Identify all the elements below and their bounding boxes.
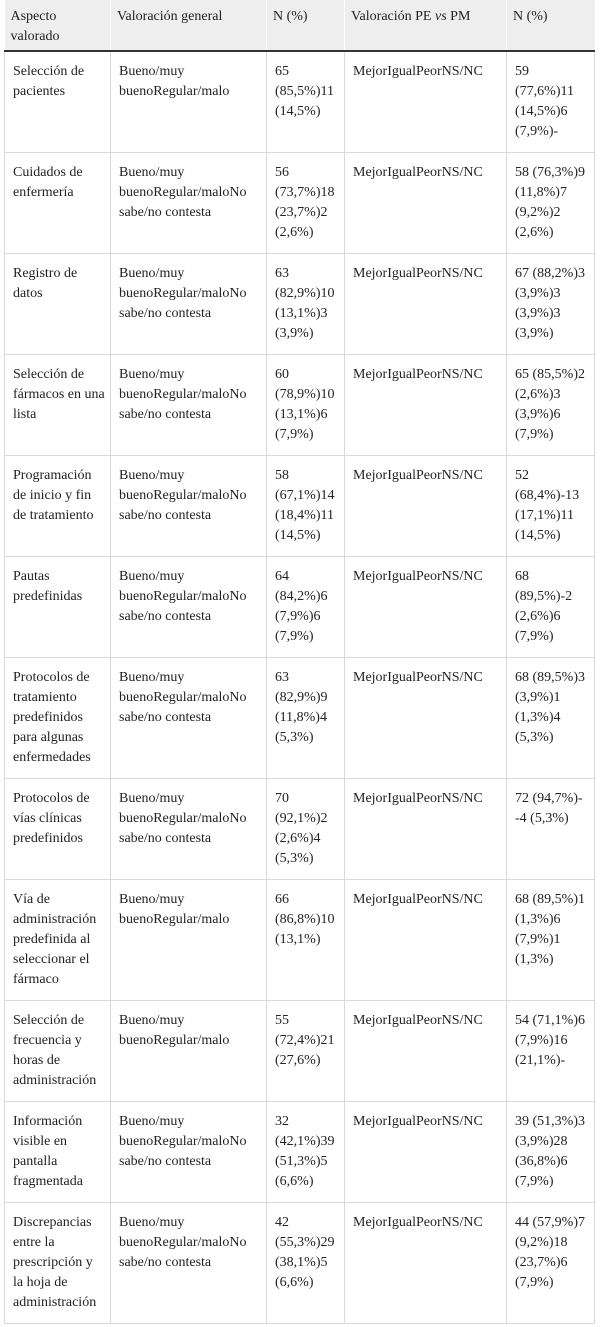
cell-aspect: Registro de datos <box>5 254 111 355</box>
cell-n-comparison: 59 (77,6%)11 (14,5%)6 (7,9%)- <box>507 51 595 153</box>
cell-general-rating: Bueno/muy buenoRegular/maloNo sabe/no contesta <box>111 1203 267 1324</box>
cell-general-rating: Bueno/muy buenoRegular/maloNo sabe/no contesta <box>111 153 267 254</box>
cell-general-rating: Bueno/muy buenoRegular/malo <box>111 880 267 1001</box>
table-row <box>5 557 595 658</box>
cell-general-rating: Bueno/muy buenoRegular/maloNo sabe/no contesta <box>111 1102 267 1203</box>
cell-n-comparison: 68 (89,5%)3 (3,9%)1 (1,3%)4 (5,3%) <box>507 658 595 779</box>
cell-general-rating: Bueno/muy buenoRegular/maloNo sabe/no contesta <box>111 779 267 880</box>
cell-aspect: Cuidados de enfermería <box>5 153 111 254</box>
cell-general-rating: Bueno/muy buenoRegular/malo <box>111 51 267 153</box>
cell-general-rating: Bueno/muy buenoRegular/maloNo sabe/no contesta <box>111 254 267 355</box>
table-row <box>5 456 595 557</box>
cell-pe-vs-pm: MejorIgualPeorNS/NC <box>345 658 507 779</box>
table-row <box>5 51 595 153</box>
cell-aspect: Información visible en pantalla fragmentada <box>5 1102 111 1203</box>
table-row <box>5 153 595 254</box>
header-n-comparison: N (%) <box>507 0 595 51</box>
cell-n-comparison: 44 (57,9%)7 (9,2%)18 (23,7%)6 (7,9%) <box>507 1203 595 1324</box>
cell-pe-vs-pm: MejorIgualPeorNS/NC <box>345 1203 507 1324</box>
header-row <box>5 0 595 51</box>
cell-pe-vs-pm: MejorIgualPeorNS/NC <box>345 1001 507 1102</box>
cell-n-general: 63 (82,9%)9 (11,8%)4 (5,3%) <box>267 658 345 779</box>
cell-pe-vs-pm: MejorIgualPeorNS/NC <box>345 355 507 456</box>
header-pe-vs-pm-em: vs <box>434 9 447 24</box>
cell-n-comparison: 65 (85,5%)2 (2,6%)3 (3,9%)6 (7,9%) <box>507 355 595 456</box>
header-aspect: Aspecto valorado <box>5 0 111 51</box>
cell-n-comparison: 52 (68,4%)-13 (17,1%)11 (14,5%) <box>507 456 595 557</box>
cell-aspect: Programación de inicio y fin de tratamiento <box>5 456 111 557</box>
cell-n-comparison: 39 (51,3%)3 (3,9%)28 (36,8%)6 (7,9%) <box>507 1102 595 1203</box>
cell-general-rating: Bueno/muy buenoRegular/maloNo sabe/no contesta <box>111 658 267 779</box>
cell-pe-vs-pm: MejorIgualPeorNS/NC <box>345 456 507 557</box>
cell-n-comparison: 72 (94,7%)--4 (5,3%) <box>507 779 595 880</box>
header-pe-vs-pm <box>345 0 507 51</box>
header-pe-vs-pm-pre: Valoración PE <box>351 9 435 24</box>
cell-general-rating: Bueno/muy buenoRegular/maloNo sabe/no contesta <box>111 557 267 658</box>
cell-aspect: Protocolos de tratamiento predefinidos para algunas enfermedades <box>5 658 111 779</box>
cell-pe-vs-pm: MejorIgualPeorNS/NC <box>345 254 507 355</box>
table-row <box>5 880 595 1001</box>
cell-n-general: 42 (55,3%)29 (38,1%)5 (6,6%) <box>267 1203 345 1324</box>
header-n-general: N (%) <box>267 0 345 51</box>
cell-aspect: Selección de pacientes <box>5 51 111 153</box>
cell-n-comparison: 58 (76,3%)9 (11,8%)7 (9,2%)2 (2,6%) <box>507 153 595 254</box>
evaluation-table <box>4 0 595 1324</box>
table-row <box>5 355 595 456</box>
cell-n-general: 70 (92,1%)2 (2,6%)4 (5,3%) <box>267 779 345 880</box>
cell-aspect: Discrepancias entre la prescripción y la hoja de administración <box>5 1203 111 1324</box>
cell-pe-vs-pm: MejorIgualPeorNS/NC <box>345 880 507 1001</box>
cell-general-rating: Bueno/muy buenoRegular/maloNo sabe/no contesta <box>111 456 267 557</box>
cell-n-general: 63 (82,9%)10 (13,1%)3 (3,9%) <box>267 254 345 355</box>
header-general-rating: Valoración general <box>111 0 267 51</box>
table-row <box>5 779 595 880</box>
cell-n-general: 60 (78,9%)10 (13,1%)6 (7,9%) <box>267 355 345 456</box>
cell-pe-vs-pm: MejorIgualPeorNS/NC <box>345 1102 507 1203</box>
cell-pe-vs-pm: MejorIgualPeorNS/NC <box>345 51 507 153</box>
cell-n-general: 66 (86,8%)10 (13,1%) <box>267 880 345 1001</box>
cell-aspect: Selección de fármacos en una lista <box>5 355 111 456</box>
table-row <box>5 254 595 355</box>
cell-aspect: Selección de frecuencia y horas de administración <box>5 1001 111 1102</box>
table-row <box>5 1001 595 1102</box>
cell-n-comparison: 67 (88,2%)3 (3,9%)3 (3,9%)3 (3,9%) <box>507 254 595 355</box>
table-row <box>5 1102 595 1203</box>
table-row <box>5 1203 595 1324</box>
table-row <box>5 658 595 779</box>
cell-general-rating: Bueno/muy buenoRegular/malo <box>111 1001 267 1102</box>
header-pe-vs-pm-post: PM <box>446 9 471 24</box>
cell-n-comparison: 54 (71,1%)6 (7,9%)16 (21,1%)- <box>507 1001 595 1102</box>
cell-n-general: 64 (84,2%)6 (7,9%)6 (7,9%) <box>267 557 345 658</box>
cell-n-general: 58 (67,1%)14 (18,4%)11 (14,5%) <box>267 456 345 557</box>
cell-general-rating: Bueno/muy buenoRegular/maloNo sabe/no contesta <box>111 355 267 456</box>
cell-n-general: 65 (85,5%)11 (14,5%) <box>267 51 345 153</box>
cell-aspect: Vía de administración predefinida al seleccionar el fármaco <box>5 880 111 1001</box>
cell-n-general: 32 (42,1%)39 (51,3%)5 (6,6%) <box>267 1102 345 1203</box>
cell-aspect: Pautas predefinidas <box>5 557 111 658</box>
cell-n-general: 55 (72,4%)21 (27,6%) <box>267 1001 345 1102</box>
table-header <box>5 0 595 51</box>
cell-n-comparison: 68 (89,5%)-2 (2,6%)6 (7,9%) <box>507 557 595 658</box>
table-body <box>5 51 595 1324</box>
cell-pe-vs-pm: MejorIgualPeorNS/NC <box>345 779 507 880</box>
cell-n-general: 56 (73,7%)18 (23,7%)2 (2,6%) <box>267 153 345 254</box>
cell-n-comparison: 68 (89,5%)1 (1,3%)6 (7,9%)1 (1,3%) <box>507 880 595 1001</box>
cell-pe-vs-pm: MejorIgualPeorNS/NC <box>345 557 507 658</box>
cell-pe-vs-pm: MejorIgualPeorNS/NC <box>345 153 507 254</box>
cell-aspect: Protocolos de vías clínicas predefinidos <box>5 779 111 880</box>
